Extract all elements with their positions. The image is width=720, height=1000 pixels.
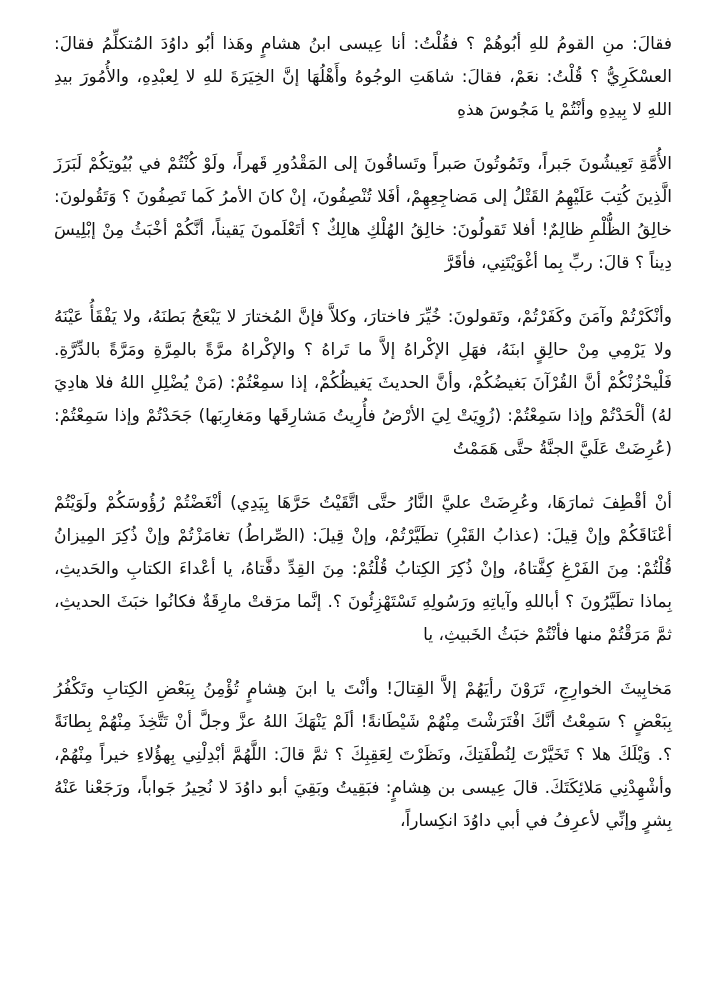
document-page [54,28,672,838]
paragraph-2: الأُمَّةِ تَعِيشُونَ جَبراً، وتَمُوتُونَ صَبراً وتَساقُونَ إلى المَقْدُورِ قَهراً، ولَوْ كُنْتُمْ في بُيُوتِكُمْ لَبَرَزَ الَّذِينَ كُتِبَ عَلَيْهِمُ القَتْلُ إلى مَضاجِعِهِمْ، أفَلا تُنْصِفُونَ، إنْ كانَ الأمرُ كَما تَصِفُونَ ؟ وَتَقُولونَ: خالِقُ الظُّلْمِ ظالِمٌ! أفلا تَقولُونَ: خالِقُ الهُلْكِ هالِكٌ ؟ أتَعْلَمونَ يَقيناً، أنَّكُمْ أخْبَثُ مِنْ إبْلِيسَ دِيناً ؟ قالَ: ربِّ بِما أغْوَيْتَنِي، فأقَرَّ [54,154,672,273]
paragraph-3: وأنْكَرْتُمْ وآمَنَ وكَفَرْتُمْ، وتَقولونَ: خُيِّرَ فاختارَ، وكلاَّ فإنَّ المُختارَ لا يَبْعَجُ بَطنَهُ، ولا يَفْقَأُ عَيْنَهُ ولا يَرْمِي مِنْ حالِقٍ ابنَهُ، فهَلِ الإكْراهُ إلاَّ ما تَراهُ ؟ والإكْراهُ مرَّةً بالمِرَّةِ ومَرَّةً بالدِّرَّةِ. فَلْيحْزُنْكُمْ أنَّ القُرْآنَ بَغيضُكُمْ، وأنَّ الحديثَ يَغيظُكُمْ، إذا سمِعْتُمْ: (مَنْ يُضْلِلِ اللهُ فلا هادِيَ لهُ) ألْحَدْتُمْ وإذا سَمِعْتُمْ: (زُوِيَتْ لِيَ الأرْضُ فأُرِيتُ مَشارِقَها ومَغارِبَها) جَحَدْتُمْ وإذا سَمِعْتُمْ: (عُرِضَتْ عَلَيَّ الجنَّةُ حتَّى هَمَمْتُ [54,307,672,459]
paragraph-5: مَخابِيثَ الخوارِجِ، تَرَوْنَ رأيَهُمْ إلاَّ القِتالَ! وأنْتَ يا ابنَ هِشامٍ تُؤْمِنُ بِبَعْضِ الكِتابِ وتَكْفُرُ بِبَعْضٍ ؟ سَمِعْتُ أنَّكَ افْتَرَشْتَ مِنْهُمْ شَيْطَانةً! ألَمْ يَنْهَكَ اللهُ عزَّ وجلَّ أنْ تَتَّخِذَ مِنْهُمْ بِطانَةً ؟. وَيْلَكَ هلا ؟ تَخَيَّرْتَ لِنُطْفَتِكَ، ونَظَرْتَ لِعَقِبِكَ ؟ ثمَّ قالَ: اللَّهُمَّ أبْدِلْنِي بِهؤُلاءِ خيراً مِنْهُمْ، وأشْهِدْنِي مَلائِكَتَكَ. قالَ عِيسى بن هِشامٍ: فبَقِيتُ وبَقِيَ أبو داوُدَ لا نُحِيرُ جَواباً، ورَجَعْنا عَنْهُ بِشرٍ وإنِّي لأعرِفُ في أبي داوُدَ انكِساراً، [54,679,672,831]
paragraph-4: أنْ أقْطِفَ ثمارَهَا، وعُرِضَتْ عليَّ النَّارُ حتَّى اتَّقَيْتُ حَرَّهَا بِيَدِي) أنْغَضْتُمْ رُؤُوسَكُمْ ولَوَيْتُمْ أعْنَاقَكُمْ وإنْ قِيلَ: (عذابُ القَبْرِ) تطَيَّرْتُمْ، وإنْ قِيلَ: (الصِّراطُ) تغامَزْتُمْ وإنْ ذُكِرَ المِيزانُ قُلْتُمْ: مِنَ الفَرْغِ كِفَّتاهُ، وإنْ ذُكِرَ الكِتابُ قُلْتُمْ: مِنَ القِدِّ دفَّتاهُ، يا أعْداءَ الكتابِ والحَديثِ، بِماذا تطَيَّرُونَ ؟ أباللهِ وآياتِهِ ورَسُولِهِ تَسْتَهْزِئُونَ ؟. إنَّما مرَقتْ مارِقَةٌ فكانُوا خبَثَ الحديثِ، ثمَّ مَرَقْتُمْ منها فأنْتُمْ خبَثُ الخَبيثِ، يا [54,493,672,645]
paragraph-1: فقالَ: منِ القومُ للهِ أبُوهُمْ ؟ فقُلْتُ: أنا عِيسى ابنُ هشامٍ وهَذا أبُو داوُدَ المُتكلِّمُ فقالَ: العسْكَرِيُّ ؟ قُلْتُ: نعَمْ، فقالَ: شاهَتِ الوجُوهُ وأَهْلُهَا إنَّ الخِيَرَةَ للهِ لا لِعبْدِهِ، والأُمُورَ بيدِ اللهِ لا بِيدِهِ وأنْتُمْ يا مَجُوسَ هذهِ [54,34,672,120]
